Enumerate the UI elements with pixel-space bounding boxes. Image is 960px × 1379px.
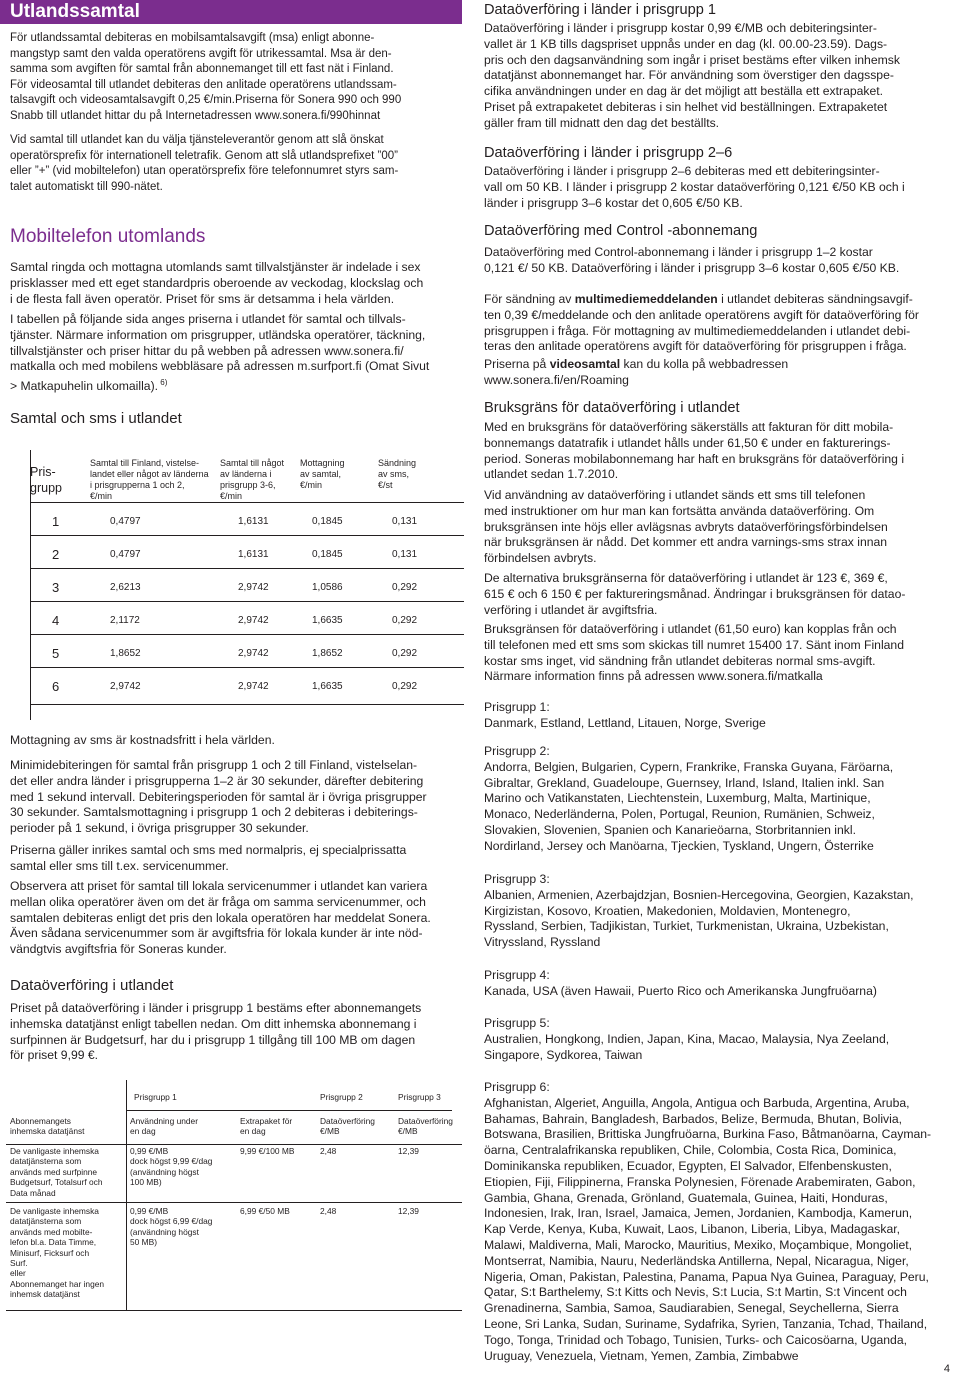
table-cell: 2,9742 [238, 582, 269, 593]
video-text-c: kan du kolla på webbadressen [620, 357, 789, 371]
prisgrupp-country-line: öarna, Centralafrikanska republiken, Chile, Colombia, Costa Rica, Dominica, [484, 1143, 897, 1158]
brg_p2-line: bruksgränsen inte höjs eller avlägsnas avbryts dataöverföringsförbindelsen [484, 519, 888, 534]
intro2-line: operatörsprefix för internationell teletrafik. Genom att slå utlandsprefixet ”00” [10, 149, 398, 162]
intro-line: samma som avgiften för samtal från abonnemanget till ett fast nät i Finland. [10, 63, 394, 75]
table-cell: 1,8652 [110, 648, 141, 659]
table-cell: 1,6635 [312, 681, 343, 692]
pris_p-line: Priserna gäller inrikes samtal och sms med normalpris, ej specialprissatta [10, 843, 407, 857]
table-cell: 3 [52, 580, 60, 595]
data_p-line: inhemska datatjänst enligt tabellen nedan. Om ditt inhemska abonnemang i [10, 1016, 417, 1031]
mobil_p2-line: tillvalstjänster och priser hittar du på webben på adressen www.sonera.fi/ [10, 343, 404, 358]
brg_p1-line: bonnemangs datatrafik i utlandet hålls under 61,50 € under en fakturerings- [484, 435, 891, 450]
samtal-title: Samtal och sms i utlandet [10, 410, 182, 427]
table-cell: 0,4797 [110, 549, 141, 560]
prisgrupp-country-line: Leone, Sri Lanka, Sudan, Suriname, Sydafrika, Syrien, Tanzania, Tchad, Thailand, [484, 1316, 928, 1331]
min_p-line: med 1 sekund intervall. Debiteringsperioden för samtal är i övriga prisgrupper [10, 789, 427, 804]
mms-text-c: i utlandet debiteras sändningsavgif- [717, 292, 913, 306]
mobil_p1-line: Samtal ringda och mottagna utomlands samt tillvalstjänster är indelade i sex [10, 260, 421, 274]
table-cell: 0,4797 [110, 516, 141, 527]
table-rule [6, 1310, 462, 1311]
obs_p-line: vändgtvis avgiftsfria för Soneras kunder. [10, 942, 227, 957]
table-header: Användning under en dag [130, 1116, 198, 1137]
brg_p4-line: Bruksgränsen för dataöverföring i utlandet (61,50 euro) kan kopplas från och [484, 622, 897, 636]
dg1_p-line: datatjänst abonnemanget har. För användning som överstiger den dagsspe- [484, 68, 894, 83]
table-cell: 9,99 €/100 MB [240, 1146, 295, 1156]
min_p-line: 30 sekunder. Samtalsmottagning i prisgrupp 1 och 2 debiteras i debiterings- [10, 805, 418, 820]
data-utlandet-paragraph [10, 1001, 462, 1064]
table-header: Samtal till något av länderna i prisgrupp 3-6, €/min [220, 458, 285, 501]
section-header-bar [0, 0, 462, 24]
dg2_p-line: länder i prisgrupp 3–6 kostar det 0,605 €/50 KB. [484, 195, 743, 210]
table-header: Sändning av sms, €/st [378, 458, 417, 490]
table-cell: 2,9742 [238, 615, 269, 626]
table-rule [30, 502, 464, 503]
prisgrupp-country-line: Uruguay, Venezuela, Vietnam, Yemen, Zambia, Zimbabwe [484, 1348, 799, 1363]
mobil_p2-line: matkalla och med mobilens webbläsare på adressen m.surfport.fi (Omat Sivut [10, 359, 430, 374]
prisgrupp-5 [484, 1016, 946, 1063]
prisgrupp-label: Prisgrupp 3: [484, 872, 550, 886]
prisgrupp-country-line: Kirgizistan, Kosovo, Kroatien, Makedonien, Moldavien, Montenegro, [484, 903, 851, 918]
table-cell: 1,6131 [238, 549, 269, 560]
table-rule [126, 1080, 127, 1310]
brg_p2-line: förbindelsen avbryts. [484, 551, 597, 566]
prisgrupp-country-line: Malawi, Maldiverna, Mali, Marocko, Mauritius, Mexiko, Moçambique, Mongoliet, [484, 1237, 913, 1252]
table-cell: 1 [52, 514, 60, 529]
mobil_p2-line: I tabellen på följande sida anges priserna i utlandet för samtal och tillvals- [10, 312, 406, 326]
prisgrupp-country-line: Dominikanska republiken, Ecuador, Egypten, El Salvador, Elfenbenskusten, [484, 1158, 892, 1173]
intro2-line: talet automatiskt till 990-nätet. [10, 180, 163, 193]
obs_p-line: mellan olika operatörer även om det är fråga om samma servicenummer, och [10, 894, 426, 909]
dg2_p-line: Dataöverföring i länder i prisgrupp 2–6 debiteras med ett debiteringsinter- [484, 164, 880, 178]
prisgrupp-country-line: Gambia, Ghana, Grenada, Grönland, Guatemala, Guinea, Haiti, Honduras, [484, 1190, 888, 1205]
prisgrupp-label: Prisgrupp 6: [484, 1080, 550, 1094]
brg_p1-line: Med en bruksgräns för dataöverföring säkerställs att fakturan för ditt mobila- [484, 420, 894, 434]
video-paragraph [484, 357, 946, 389]
intro-line: För videosamtal till utlandet debiteras den anlitade operatörens utlandssam- [10, 78, 397, 91]
page-title: Utlandssamtal [10, 1, 140, 22]
table-cell: 0,1845 [312, 549, 343, 560]
dg1-paragraph [484, 21, 946, 132]
bruksgrans-paragraph-2 [484, 488, 946, 567]
prisgrupp-country-line: Bahamas, Bahrain, Bangladesh, Barbados, Belize, Bermuda, Bhutan, Bolivia, [484, 1111, 903, 1126]
table-row-label: De vanligaste inhemska datatjänsterna som används med surfpinne Budgetsurf, Totalsurf och Data månad [10, 1146, 103, 1198]
data_p-line: Priset på dataöverföring i länder i prisgrupp 1 bestäms efter abonnemangets [10, 1001, 422, 1015]
table-cell: 0,292 [392, 648, 418, 659]
prisgrupp-country-line: Etiopien, Fiji, Filippinerna, Franska Polynesien, Förenade Arabemiraten, Gabon, [484, 1174, 916, 1189]
table-rule [30, 450, 31, 720]
bruksgrans-paragraph-3 [484, 571, 946, 618]
mobil-title: Mobiltelefon utomlands [10, 226, 206, 247]
table-cell: 1,0586 [312, 582, 343, 593]
prisgrupp-country-line: Afghanistan, Algeriet, Anguilla, Angola, Antigua och Barbuda, Argentina, Aruba, [484, 1095, 910, 1110]
table-cell: 2,6213 [110, 582, 141, 593]
prisgrupp-country-line: Kap Verde, Kenya, Kuba, Kuwait, Laos, Libanon, Liberia, Libya, Madagaskar, [484, 1222, 901, 1237]
mms-line: prisgruppen i fråga. För mottagning av multimediemeddelanden i utlandet debi- [484, 323, 911, 338]
brg_p2-line: med instruktioner om hur man kan fortsätta använda dataöverföring. Om [484, 503, 875, 518]
prisgrupp-country-line: Qatar, S:t Barthelemy, S:t Kitts och Nevis, S:t Lucia, S:t Martin, S:t Vincent och [484, 1285, 907, 1300]
mms-line: teras den anlitade operatörens avgift för dataöverföring för prisgruppen i fråga. [484, 339, 907, 354]
page-number: 4 [943, 1363, 950, 1375]
table-cell: 12,39 [398, 1146, 419, 1156]
prisgrupp-6 [484, 1080, 946, 1364]
table-header: Mottagning av samtal, €/min [300, 458, 345, 490]
table-cell: 4 [52, 613, 60, 628]
bruksgrans-title: Bruksgräns för dataöverföring i utlandet [484, 400, 740, 416]
table-cell: 0,292 [392, 582, 418, 593]
table-cell: 2,9742 [238, 648, 269, 659]
obs_p-line: Observera att priset för samtal till lokala servicenummer i utlandet kan variera [10, 879, 428, 893]
mms-line: ten 0,39 €/meddelande och den anlitade operatörens avgift för dataöverföring för [484, 307, 919, 322]
table-cell: 0,99 €/MB dock högst 9,99 €/dag (användning högst 100 MB) [130, 1146, 213, 1188]
table-cell: 12,39 [398, 1206, 419, 1216]
mobil_p1-line: i de flesta fall även operatör. Priset för sms är detsamma i hela världen. [10, 291, 395, 306]
data_p-line: surfpinnen är Budgetsurf, har du i prisgrupp 1 tillgång till 100 MB om dagen [10, 1032, 416, 1047]
prisgrupp-country-line: Marino och Vatikanstaten, Liechtenstein, Luxemburg, Malta, Martinique, [484, 791, 871, 806]
dg1_p-line: gäller fram till midnatt den dag det beställts. [484, 115, 720, 130]
prisgrupp-country-line: Danmark, Estland, Lettland, Litauen, Norge, Sverige [484, 715, 766, 730]
table-header: Abonnemangets inhemska datatjänst [10, 1116, 85, 1137]
prisgrupp-label: Prisgrupp 2: [484, 744, 550, 758]
table-header: Prisgrupp 2 [320, 1092, 363, 1102]
table-cell: 0,1845 [312, 516, 343, 527]
table-cell: 5 [52, 646, 60, 661]
prisgrupp-country-line: Nordirland, Jersey och Manöarna, Tjeckien, Tyskland, Ungern, Österrike [484, 838, 874, 853]
table-rule [6, 1202, 462, 1203]
table-cell: 0,292 [392, 615, 418, 626]
table-cell: 0,131 [392, 516, 418, 527]
data_p-line: för priset 9,99 €. [10, 1048, 99, 1063]
table-cell: 0,131 [392, 549, 418, 560]
ctrl_p-line: 0,121 €/ 50 KB. Dataöverföring i länder i prisgrupp 3–6 kostar 0,605 €/50 KB. [484, 260, 900, 275]
mobil_p2-line: tjänster. Närmare information om prisgrupper, utländska operatörer, täckning, [10, 327, 426, 342]
table-cell: 1,8652 [312, 648, 343, 659]
table-cell: 2,9742 [110, 681, 141, 692]
brg_p2-line: Vid användning av dataöverföring i utlandet sänds ett sms till telefonen [484, 488, 866, 502]
table-rule [6, 1144, 462, 1145]
brg_p2-line: när bruksgränsen är nådd. Det kommer ett andra varnings-sms strax innan [484, 535, 888, 550]
prisgrupp-4 [484, 968, 946, 1000]
intro-line: talsavgift och videosamtalsavgift 0,25 €/min.Priserna för Sonera 990 och 990 [10, 94, 402, 106]
table-cell: 1,6635 [312, 615, 343, 626]
table-row-label: De vanligaste inhemska datatjänsterna som används med mobilte- lefon bl.a. Data Timme, Minisurf, Ficksurf och Surf. eller Abonnemanget har ingen inhemsk datatjänst [10, 1206, 105, 1300]
prisgrupp-2 [484, 744, 946, 855]
prisgrupp-label: Prisgrupp 4: [484, 968, 550, 982]
prisgrupp-country-line: Monaco, Nederländerna, Polen, Portugal, Reunion, Rumänien, Schweiz, [484, 807, 875, 822]
control-paragraph [484, 245, 946, 277]
prisgrupp-country-line: Botswana, Brasilien, Brittiska Jungfruöarna, Burkina Faso, Båtmanöarna, Cayman- [484, 1127, 932, 1142]
dg1_p-line: Dataöverföring i länder i prisgrupp kostar 0,99 €/MB och debiteringsinter- [484, 21, 877, 35]
intro-line: mangstyp samt den valda operatörens avgift för utrikessamtal. Msa är den- [10, 47, 392, 60]
table-cell: 0,292 [392, 681, 418, 692]
prisgrupp-country-line: Gibraltar, Grekland, Guadeloupe, Guernsey, Irland, Island, Italien inkl. San [484, 775, 885, 790]
mobil_p2-line: > Matkapuhelin ulkomailla). $^{6)}$ [10, 378, 168, 394]
mottagning-note: Mottagning av sms är kostnadsfritt i hela världen. [10, 733, 275, 747]
prisgrupp-3 [484, 872, 946, 951]
brg_p3-line: verföring i utlandet är avgiftsfria. [484, 602, 658, 617]
dg2-paragraph [484, 164, 946, 211]
footnote-ref: 6) [158, 378, 168, 388]
prisgrupp-label: Prisgrupp 1: [484, 700, 550, 714]
prisgrupp-country-line: Slovakien, Slovenien, Spanien och Kanarieöarna, Storbritannien inkl. [484, 822, 856, 837]
data-utlandet-title: Dataöverföring i utlandet [10, 977, 174, 994]
observera-paragraph [10, 879, 462, 958]
min_p-line: det eller andra länder i prisgrupperna 1–2 är 30 sekunder, därefter debitering [10, 773, 424, 788]
dg1_p-line: vallet är 1 KB tills dagspriset uppnås under en dag (kl. 00.00-23.59). Dags- [484, 36, 888, 51]
prisgrupp-country-line: Nigeria, Oman, Pakistan, Palestina, Panama, Papua Nya Guinea, Paraguay, Peru, [484, 1269, 929, 1284]
min_p-line: Minimidebiteringen för samtal från prisgrupp 1 och 2 till Finland, vistelselan- [10, 758, 418, 772]
prisgrupp-1 [484, 700, 946, 732]
prisgrupp-country-line: Indonesien, Irak, Iran, Israel, Jamaica, Jemen, Jordanien, Kambodja, Kamerun, [484, 1206, 913, 1221]
minimidebitering-paragraph [10, 758, 462, 837]
brg_p1-line: period. Soneras mobilabonnemang har haft en bruksgräns för dataöverföring i [484, 451, 905, 466]
table-rule [30, 535, 464, 536]
mms-text-a: För sändning av [484, 292, 575, 306]
brg_p3-line: De alternativa bruksgränserna för dataöverföring i utlandet är 123 €, 369 €, [484, 571, 888, 585]
dg2_p-line: vall om 50 KB. I länder i prisgrupp 2 kostar dataöverföring 0,121 €/50 KB och i [484, 179, 905, 194]
video-text-a: Priserna på [484, 357, 550, 371]
mobil-paragraph-1 [10, 260, 462, 307]
dg1_p-line: pris och den dagsanvändning som ingår i priset bestäms efter vilken inhemsk [484, 52, 900, 67]
control-title: Dataöverföring med Control -abonnemang [484, 223, 758, 239]
intro2-line: Vid samtal till utlandet kan du välja tjänsteleverantör genom att slå önskat [10, 134, 384, 146]
mobil-paragraph-2 [10, 312, 462, 395]
table-cell: 2,1172 [110, 615, 140, 626]
table-cell: 2,9742 [238, 681, 269, 692]
dg1_p-line: Priset på extrapaketet debiteras i sin helhet vid beställningen. Extrapaketet [484, 99, 888, 114]
table-cell: 2 [52, 547, 60, 562]
dg2-title: Dataöverföring i länder i prisgrupp 2–6 [484, 145, 733, 161]
table-header: Extrapaket för en dag [240, 1116, 293, 1137]
dg1_p-line: cifika användningen under en dag är det möjligt att beställa ett extrapaket. [484, 84, 884, 99]
table-header: Prisgrupp 1 [134, 1092, 177, 1102]
mobil_p1-line: prisklasser med ett eget standardpris oberoende av veckodag, klockslag och [10, 275, 424, 290]
obs_p-line: Även sådana servicenummer som är avgiftsfria för lokala kunder är inte nöd- [10, 926, 423, 941]
table-header: Pris- grupp [30, 465, 62, 495]
prisgrupp-country-line: Australien, Hongkong, Indien, Japan, Kina, Macao, Malaysia, Nya Zeeland, [484, 1031, 890, 1046]
prisgrupp-country-line: Grenadinerna, Sambia, Samoa, Saudiarabien, Senegal, Seychellerna, Sierra [484, 1301, 899, 1316]
intro-paragraph [10, 31, 462, 124]
bruksgrans-paragraph-4 [484, 622, 946, 685]
prisgrupp-country-line: Andorra, Belgien, Bulgarien, Cypern, Frankrike, Franska Guyana, Färöarna, [484, 759, 894, 774]
table-cell: 2,48 [320, 1146, 337, 1156]
table-cell: 1,6131 [238, 516, 269, 527]
table-rule [30, 601, 464, 602]
brg_p3-line: 615 € och 6 150 € per faktureringsmånad. Ändringar i bruksgränsen för datao- [484, 586, 906, 601]
intro-paragraph-2 [10, 133, 462, 195]
min_p-line: perioder på 1 sekund, i övriga prisgrupper 30 sekunder. [10, 821, 309, 836]
obs_p-line: samtalen debiteras enligt det pris den lokala operatören har meddelat Sonera. [10, 910, 431, 925]
priser-paragraph [10, 843, 462, 875]
video-url-link[interactable]: www.sonera.fi/en/Roaming [484, 372, 629, 387]
table-cell: 2,48 [320, 1206, 337, 1216]
prisgrupp-country-line: Montserrat, Namibia, Nauru, Nederländska Antillerna, Nepal, Nicaragua, Niger, [484, 1253, 909, 1268]
brg_p4-line: kostar sms inget, vid sändning från utlandet debiteras normal sms-avgift. [484, 653, 876, 668]
prisgrupp-country-line: Kanada, USA (även Hawaii, Puerto Rico och Amerikanska Jungfruöarna) [484, 983, 877, 998]
mms-paragraph [484, 292, 946, 355]
table-header: Prisgrupp 3 [398, 1092, 441, 1102]
table-cell: 0,99 €/MB dock högst 6,99 €/dag (användning högst 50 MB) [130, 1206, 213, 1248]
intro2-line: eller ”+” (vid mobiltelefon) utan operatörsprefix före telefonnumret styrs sam- [10, 165, 399, 177]
prisgrupp-country-line: Vitryssland, Ryssland [484, 935, 601, 950]
table-header: Dataöverföring €/MB [398, 1116, 453, 1137]
table-rule [126, 1110, 452, 1111]
pris_p-line: samtal eller sms till t.ex. servicenummer. [10, 858, 229, 873]
prisgrupp-label: Prisgrupp 5: [484, 1016, 550, 1030]
brg_p1-line: utlandet sedan 1.7.2010. [484, 467, 619, 482]
table-header: Samtal till Finland, vistelse- landet eller något av länderna i prisgrupperna 1 och 2, €/min [90, 458, 209, 501]
table-header: Dataöverföring €/MB [320, 1116, 375, 1137]
table-rule [30, 704, 464, 705]
prisgrupp-country-line: Ryssland, Serbien, Tadjikistan, Turkiet, Turkmenistan, Ukraina, Uzbekistan, [484, 919, 889, 934]
table-rule [30, 667, 464, 668]
table-cell: 6,99 €/50 MB [240, 1206, 290, 1216]
ctrl_p-line: Dataöverföring med Control-abonnemang i länder i prisgrupp 1–2 kostar [484, 245, 873, 259]
brg_p4-line: Närmare information finns på adressen www.sonera.fi/matkalla [484, 669, 823, 684]
table-cell: 6 [52, 679, 60, 694]
video-text-bold: videosamtal [549, 357, 621, 371]
table-rule [30, 634, 464, 635]
prisgrupp-country-line: Togo, Tonga, Trinidad och Tobago, Tunisien, Turks- och Caicosöarna, Uganda, [484, 1332, 907, 1347]
dg1-title: Dataöverföring i länder i prisgrupp 1 [484, 2, 717, 18]
brg_p4-line: till telefonen med ett sms som skickas till numret 15400 17. Sänt inom Finland [484, 637, 904, 652]
table-rule [30, 568, 464, 569]
intro-line: För utlandssamtal debiteras en mobilsamtalsavgift (msa) enligt abonne- [10, 32, 375, 44]
prisgrupp-country-line: Singapore, Sydkorea, Taiwan [484, 1047, 643, 1062]
prisgrupp-country-line: Albanien, Armenien, Azerbajdzjan, Bosnien-Hercegovina, Georgien, Kazakstan, [484, 887, 914, 902]
intro-line: Snabb till utlandet hittar du på Internetadressen www.sonera.fi/990hinnat [10, 109, 381, 122]
bruksgrans-paragraph-1 [484, 420, 946, 483]
mms-text-bold: multimediemeddelanden [574, 292, 718, 306]
